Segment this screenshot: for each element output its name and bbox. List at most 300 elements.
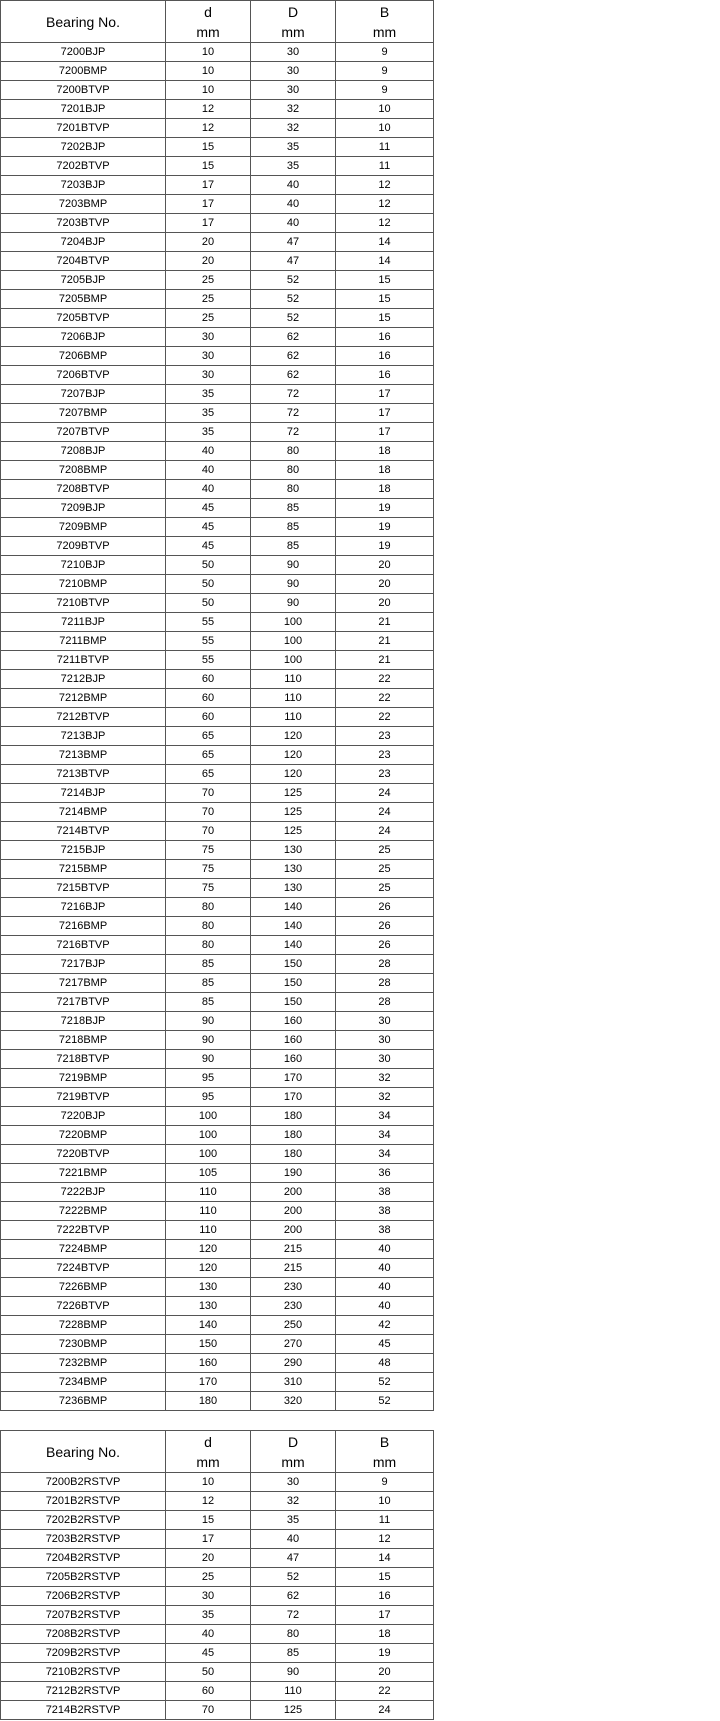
cell-bore-d: 55 — [166, 632, 251, 651]
cell-bore-d: 25 — [166, 1568, 251, 1587]
table-row — [1, 708, 434, 727]
table-row — [1, 803, 434, 822]
table-row — [1, 62, 434, 81]
table-body — [1, 1473, 434, 1720]
header-bearing-no: Bearing No. — [1, 1, 166, 43]
table-row — [1, 1221, 434, 1240]
cell-bore-d: 10 — [166, 62, 251, 81]
cell-outer-d: 40 — [251, 1530, 336, 1549]
cell-bearing-no: 7207BTVP — [1, 423, 166, 442]
cell-outer-d: 200 — [251, 1202, 336, 1221]
cell-bore-d: 35 — [166, 385, 251, 404]
cell-width-b: 14 — [336, 233, 434, 252]
cell-outer-d: 47 — [251, 252, 336, 271]
cell-bearing-no: 7212BMP — [1, 689, 166, 708]
cell-bore-d: 60 — [166, 670, 251, 689]
cell-bearing-no: 7209BJP — [1, 499, 166, 518]
cell-bore-d: 15 — [166, 1511, 251, 1530]
cell-width-b: 40 — [336, 1278, 434, 1297]
cell-outer-d: 100 — [251, 651, 336, 670]
cell-width-b: 15 — [336, 1568, 434, 1587]
table-row — [1, 1511, 434, 1530]
header-b — [336, 1431, 434, 1473]
cell-bearing-no: 7217BTVP — [1, 993, 166, 1012]
cell-width-b: 28 — [336, 993, 434, 1012]
cell-width-b: 23 — [336, 765, 434, 784]
table-row — [1, 594, 434, 613]
cell-bore-d: 180 — [166, 1392, 251, 1411]
bearing-table-2 — [0, 1430, 434, 1720]
header-b-unit: mm — [372, 1453, 397, 1470]
cell-bore-d: 40 — [166, 480, 251, 499]
cell-bearing-no: 7212BTVP — [1, 708, 166, 727]
cell-outer-d: 125 — [251, 822, 336, 841]
cell-width-b: 26 — [336, 917, 434, 936]
cell-outer-d: 140 — [251, 936, 336, 955]
cell-bore-d: 70 — [166, 1701, 251, 1720]
cell-bearing-no: 7203BTVP — [1, 214, 166, 233]
table-row — [1, 1392, 434, 1411]
cell-outer-d: 32 — [251, 100, 336, 119]
cell-outer-d: 110 — [251, 708, 336, 727]
cell-bore-d: 70 — [166, 784, 251, 803]
cell-bearing-no: 7236BMP — [1, 1392, 166, 1411]
cell-width-b: 52 — [336, 1392, 434, 1411]
cell-bearing-no: 7201B2RSTVP — [1, 1492, 166, 1511]
cell-bore-d: 70 — [166, 803, 251, 822]
cell-bore-d: 40 — [166, 1625, 251, 1644]
cell-outer-d: 32 — [251, 1492, 336, 1511]
table-row — [1, 366, 434, 385]
table-row — [1, 271, 434, 290]
table-row — [1, 841, 434, 860]
cell-bearing-no: 7214B2RSTVP — [1, 1701, 166, 1720]
cell-bearing-no: 7205BTVP — [1, 309, 166, 328]
cell-bearing-no: 7221BMP — [1, 1164, 166, 1183]
cell-width-b: 23 — [336, 746, 434, 765]
cell-width-b: 16 — [336, 366, 434, 385]
cell-outer-d: 40 — [251, 214, 336, 233]
cell-outer-d: 30 — [251, 62, 336, 81]
cell-outer-d: 310 — [251, 1373, 336, 1392]
cell-outer-d: 160 — [251, 1031, 336, 1050]
cell-bore-d: 60 — [166, 689, 251, 708]
table-row — [1, 1492, 434, 1511]
cell-bore-d: 105 — [166, 1164, 251, 1183]
header-d-label: d — [204, 3, 212, 20]
cell-width-b: 24 — [336, 822, 434, 841]
cell-outer-d: 150 — [251, 955, 336, 974]
cell-bearing-no: 7224BMP — [1, 1240, 166, 1259]
table-row — [1, 347, 434, 366]
cell-bearing-no: 7211BTVP — [1, 651, 166, 670]
cell-width-b: 16 — [336, 328, 434, 347]
cell-bearing-no: 7228BMP — [1, 1316, 166, 1335]
cell-outer-d: 270 — [251, 1335, 336, 1354]
table-row — [1, 1625, 434, 1644]
cell-bore-d: 15 — [166, 138, 251, 157]
table-row — [1, 936, 434, 955]
cell-bearing-no: 7210BTVP — [1, 594, 166, 613]
cell-bearing-no: 7207B2RSTVP — [1, 1606, 166, 1625]
cell-bore-d: 15 — [166, 157, 251, 176]
cell-outer-d: 170 — [251, 1088, 336, 1107]
cell-bore-d: 35 — [166, 404, 251, 423]
table-row — [1, 1069, 434, 1088]
cell-outer-d: 290 — [251, 1354, 336, 1373]
header-outer-d-unit: mm — [281, 1453, 305, 1470]
cell-bore-d: 85 — [166, 993, 251, 1012]
cell-bore-d: 30 — [166, 347, 251, 366]
cell-outer-d: 80 — [251, 442, 336, 461]
cell-width-b: 25 — [336, 879, 434, 898]
cell-bore-d: 100 — [166, 1126, 251, 1145]
cell-width-b: 26 — [336, 936, 434, 955]
cell-outer-d: 230 — [251, 1297, 336, 1316]
table-row — [1, 1107, 434, 1126]
cell-bearing-no: 7234BMP — [1, 1373, 166, 1392]
cell-outer-d: 52 — [251, 1568, 336, 1587]
cell-outer-d: 90 — [251, 575, 336, 594]
cell-bore-d: 45 — [166, 537, 251, 556]
cell-bearing-no: 7202BJP — [1, 138, 166, 157]
cell-bearing-no: 7217BJP — [1, 955, 166, 974]
cell-outer-d: 35 — [251, 157, 336, 176]
cell-width-b: 45 — [336, 1335, 434, 1354]
cell-outer-d: 200 — [251, 1183, 336, 1202]
table-row — [1, 898, 434, 917]
cell-width-b: 23 — [336, 727, 434, 746]
cell-bearing-no: 7213BMP — [1, 746, 166, 765]
table-row — [1, 1701, 434, 1720]
table-row — [1, 404, 434, 423]
cell-bearing-no: 7217BMP — [1, 974, 166, 993]
cell-bearing-no: 7200BTVP — [1, 81, 166, 100]
header-d-unit: mm — [196, 1453, 220, 1470]
cell-bore-d: 17 — [166, 214, 251, 233]
cell-bore-d: 170 — [166, 1373, 251, 1392]
table-row — [1, 860, 434, 879]
cell-outer-d: 150 — [251, 993, 336, 1012]
cell-outer-d: 85 — [251, 1644, 336, 1663]
cell-outer-d: 80 — [251, 461, 336, 480]
cell-bore-d: 130 — [166, 1297, 251, 1316]
table-row — [1, 537, 434, 556]
cell-bearing-no: 7218BMP — [1, 1031, 166, 1050]
cell-bearing-no: 7200BMP — [1, 62, 166, 81]
table-row — [1, 1354, 434, 1373]
cell-bore-d: 50 — [166, 556, 251, 575]
cell-width-b: 19 — [336, 1644, 434, 1663]
cell-width-b: 17 — [336, 385, 434, 404]
cell-width-b: 20 — [336, 1663, 434, 1682]
cell-outer-d: 100 — [251, 632, 336, 651]
cell-outer-d: 30 — [251, 81, 336, 100]
cell-width-b: 28 — [336, 974, 434, 993]
table-row — [1, 727, 434, 746]
cell-bearing-no: 7219BMP — [1, 1069, 166, 1088]
cell-width-b: 36 — [336, 1164, 434, 1183]
cell-bearing-no: 7205BJP — [1, 271, 166, 290]
cell-bearing-no: 7226BMP — [1, 1278, 166, 1297]
cell-bore-d: 55 — [166, 613, 251, 632]
cell-width-b: 15 — [336, 271, 434, 290]
table-row — [1, 1088, 434, 1107]
cell-outer-d: 72 — [251, 423, 336, 442]
table-row — [1, 1259, 434, 1278]
table-row — [1, 879, 434, 898]
table-row — [1, 670, 434, 689]
header-outer-d-label: D — [287, 3, 299, 20]
cell-bore-d: 12 — [166, 1492, 251, 1511]
cell-width-b: 24 — [336, 784, 434, 803]
header-outer-d-unit: mm — [281, 23, 305, 40]
table-row — [1, 1031, 434, 1050]
cell-width-b: 24 — [336, 1701, 434, 1720]
cell-outer-d: 180 — [251, 1126, 336, 1145]
cell-bearing-no: 7214BJP — [1, 784, 166, 803]
cell-width-b: 10 — [336, 1492, 434, 1511]
cell-outer-d: 52 — [251, 271, 336, 290]
cell-outer-d: 47 — [251, 233, 336, 252]
cell-width-b: 25 — [336, 841, 434, 860]
cell-outer-d: 32 — [251, 119, 336, 138]
cell-outer-d: 215 — [251, 1240, 336, 1259]
cell-outer-d: 35 — [251, 1511, 336, 1530]
cell-outer-d: 40 — [251, 195, 336, 214]
cell-outer-d: 30 — [251, 43, 336, 62]
table-row — [1, 1587, 434, 1606]
header-outer-d — [251, 1, 336, 43]
table-row — [1, 385, 434, 404]
cell-bore-d: 110 — [166, 1183, 251, 1202]
cell-width-b: 42 — [336, 1316, 434, 1335]
cell-width-b: 22 — [336, 708, 434, 727]
cell-bearing-no: 7208BMP — [1, 461, 166, 480]
cell-outer-d: 215 — [251, 1259, 336, 1278]
cell-width-b: 30 — [336, 1012, 434, 1031]
table-row — [1, 1663, 434, 1682]
cell-bore-d: 30 — [166, 328, 251, 347]
cell-outer-d: 30 — [251, 1473, 336, 1492]
bearing-table-1 — [0, 0, 434, 1411]
cell-width-b: 20 — [336, 556, 434, 575]
cell-bore-d: 50 — [166, 1663, 251, 1682]
cell-bore-d: 35 — [166, 1606, 251, 1625]
cell-bearing-no: 7203B2RSTVP — [1, 1530, 166, 1549]
cell-width-b: 16 — [336, 1587, 434, 1606]
cell-outer-d: 110 — [251, 689, 336, 708]
cell-outer-d: 170 — [251, 1069, 336, 1088]
cell-width-b: 17 — [336, 404, 434, 423]
cell-bore-d: 120 — [166, 1240, 251, 1259]
cell-bore-d: 65 — [166, 765, 251, 784]
cell-width-b: 25 — [336, 860, 434, 879]
cell-width-b: 18 — [336, 480, 434, 499]
cell-bore-d: 40 — [166, 461, 251, 480]
cell-width-b: 28 — [336, 955, 434, 974]
cell-outer-d: 40 — [251, 176, 336, 195]
cell-bore-d: 85 — [166, 955, 251, 974]
cell-bearing-no: 7212BJP — [1, 670, 166, 689]
header-d — [166, 1431, 251, 1473]
cell-bearing-no: 7224BTVP — [1, 1259, 166, 1278]
header-b-label: B — [379, 3, 390, 20]
cell-bearing-no: 7222BJP — [1, 1183, 166, 1202]
table-row — [1, 233, 434, 252]
cell-bearing-no: 7214BMP — [1, 803, 166, 822]
cell-bearing-no: 7205B2RSTVP — [1, 1568, 166, 1587]
cell-bore-d: 20 — [166, 1549, 251, 1568]
table-row — [1, 309, 434, 328]
table-row — [1, 556, 434, 575]
header-outer-d-label: D — [287, 1433, 299, 1450]
header-b-unit: mm — [372, 23, 397, 40]
cell-bearing-no: 7230BMP — [1, 1335, 166, 1354]
cell-width-b: 22 — [336, 689, 434, 708]
table-row — [1, 1568, 434, 1587]
table-row — [1, 974, 434, 993]
table-row — [1, 138, 434, 157]
cell-bore-d: 80 — [166, 898, 251, 917]
cell-bearing-no: 7220BJP — [1, 1107, 166, 1126]
cell-outer-d: 120 — [251, 765, 336, 784]
cell-bore-d: 50 — [166, 594, 251, 613]
cell-bearing-no: 7211BMP — [1, 632, 166, 651]
cell-bearing-no: 7209B2RSTVP — [1, 1644, 166, 1663]
header-bearing-no: Bearing No. — [1, 1431, 166, 1473]
table-row — [1, 1682, 434, 1701]
table-row — [1, 1278, 434, 1297]
cell-outer-d: 140 — [251, 917, 336, 936]
cell-bore-d: 75 — [166, 860, 251, 879]
cell-bearing-no: 7215BJP — [1, 841, 166, 860]
table-row — [1, 214, 434, 233]
cell-bearing-no: 7214BTVP — [1, 822, 166, 841]
cell-width-b: 40 — [336, 1297, 434, 1316]
cell-bore-d: 45 — [166, 1644, 251, 1663]
cell-bore-d: 100 — [166, 1107, 251, 1126]
cell-bearing-no: 7216BMP — [1, 917, 166, 936]
table-row — [1, 917, 434, 936]
cell-width-b: 38 — [336, 1183, 434, 1202]
cell-bore-d: 75 — [166, 841, 251, 860]
cell-width-b: 38 — [336, 1202, 434, 1221]
cell-bore-d: 100 — [166, 1145, 251, 1164]
cell-width-b: 24 — [336, 803, 434, 822]
cell-bearing-no: 7201BTVP — [1, 119, 166, 138]
cell-bearing-no: 7216BTVP — [1, 936, 166, 955]
cell-width-b: 18 — [336, 442, 434, 461]
cell-bearing-no: 7219BTVP — [1, 1088, 166, 1107]
cell-bearing-no: 7208BTVP — [1, 480, 166, 499]
cell-outer-d: 47 — [251, 1549, 336, 1568]
header-d-label: d — [204, 1433, 212, 1450]
cell-bearing-no: 7200B2RSTVP — [1, 1473, 166, 1492]
cell-outer-d: 110 — [251, 1682, 336, 1701]
cell-width-b: 22 — [336, 1682, 434, 1701]
table-row — [1, 632, 434, 651]
cell-bearing-no: 7213BTVP — [1, 765, 166, 784]
cell-bore-d: 65 — [166, 727, 251, 746]
cell-outer-d: 160 — [251, 1012, 336, 1031]
cell-outer-d: 130 — [251, 879, 336, 898]
cell-outer-d: 200 — [251, 1221, 336, 1240]
table-row — [1, 499, 434, 518]
cell-bore-d: 40 — [166, 442, 251, 461]
cell-bore-d: 25 — [166, 309, 251, 328]
cell-bearing-no: 7222BTVP — [1, 1221, 166, 1240]
cell-outer-d: 72 — [251, 385, 336, 404]
cell-bearing-no: 7206BTVP — [1, 366, 166, 385]
cell-outer-d: 35 — [251, 138, 336, 157]
cell-outer-d: 180 — [251, 1145, 336, 1164]
cell-width-b: 32 — [336, 1088, 434, 1107]
table-row — [1, 43, 434, 62]
cell-width-b: 34 — [336, 1107, 434, 1126]
cell-width-b: 18 — [336, 461, 434, 480]
table-row — [1, 746, 434, 765]
table-row — [1, 1316, 434, 1335]
table-row — [1, 423, 434, 442]
cell-bearing-no: 7201BJP — [1, 100, 166, 119]
cell-width-b: 9 — [336, 1473, 434, 1492]
cell-outer-d: 72 — [251, 1606, 336, 1625]
cell-bore-d: 10 — [166, 1473, 251, 1492]
cell-bearing-no: 7209BTVP — [1, 537, 166, 556]
cell-bore-d: 70 — [166, 822, 251, 841]
cell-bearing-no: 7203BMP — [1, 195, 166, 214]
cell-bore-d: 95 — [166, 1069, 251, 1088]
cell-width-b: 34 — [336, 1145, 434, 1164]
header-row — [1, 1, 434, 43]
cell-width-b: 19 — [336, 518, 434, 537]
cell-outer-d: 52 — [251, 290, 336, 309]
cell-width-b: 11 — [336, 138, 434, 157]
cell-bearing-no: 7210BMP — [1, 575, 166, 594]
cell-bore-d: 25 — [166, 271, 251, 290]
cell-bearing-no: 7209BMP — [1, 518, 166, 537]
table-row — [1, 1530, 434, 1549]
cell-bearing-no: 7200BJP — [1, 43, 166, 62]
cell-bore-d: 80 — [166, 917, 251, 936]
cell-bore-d: 17 — [166, 176, 251, 195]
cell-width-b: 48 — [336, 1354, 434, 1373]
cell-outer-d: 150 — [251, 974, 336, 993]
cell-width-b: 10 — [336, 100, 434, 119]
cell-outer-d: 120 — [251, 746, 336, 765]
cell-width-b: 17 — [336, 423, 434, 442]
cell-width-b: 11 — [336, 157, 434, 176]
cell-outer-d: 180 — [251, 1107, 336, 1126]
cell-bearing-no: 7205BMP — [1, 290, 166, 309]
table-row — [1, 1373, 434, 1392]
table-row — [1, 1202, 434, 1221]
cell-width-b: 20 — [336, 594, 434, 613]
cell-bearing-no: 7204BJP — [1, 233, 166, 252]
cell-bearing-no: 7232BMP — [1, 1354, 166, 1373]
cell-bearing-no: 7204B2RSTVP — [1, 1549, 166, 1568]
table-row — [1, 252, 434, 271]
cell-bearing-no: 7215BTVP — [1, 879, 166, 898]
header-row — [1, 1431, 434, 1473]
cell-bearing-no: 7210BJP — [1, 556, 166, 575]
cell-width-b: 21 — [336, 651, 434, 670]
table-row — [1, 518, 434, 537]
cell-bore-d: 25 — [166, 290, 251, 309]
cell-bore-d: 45 — [166, 499, 251, 518]
cell-bore-d: 17 — [166, 1530, 251, 1549]
